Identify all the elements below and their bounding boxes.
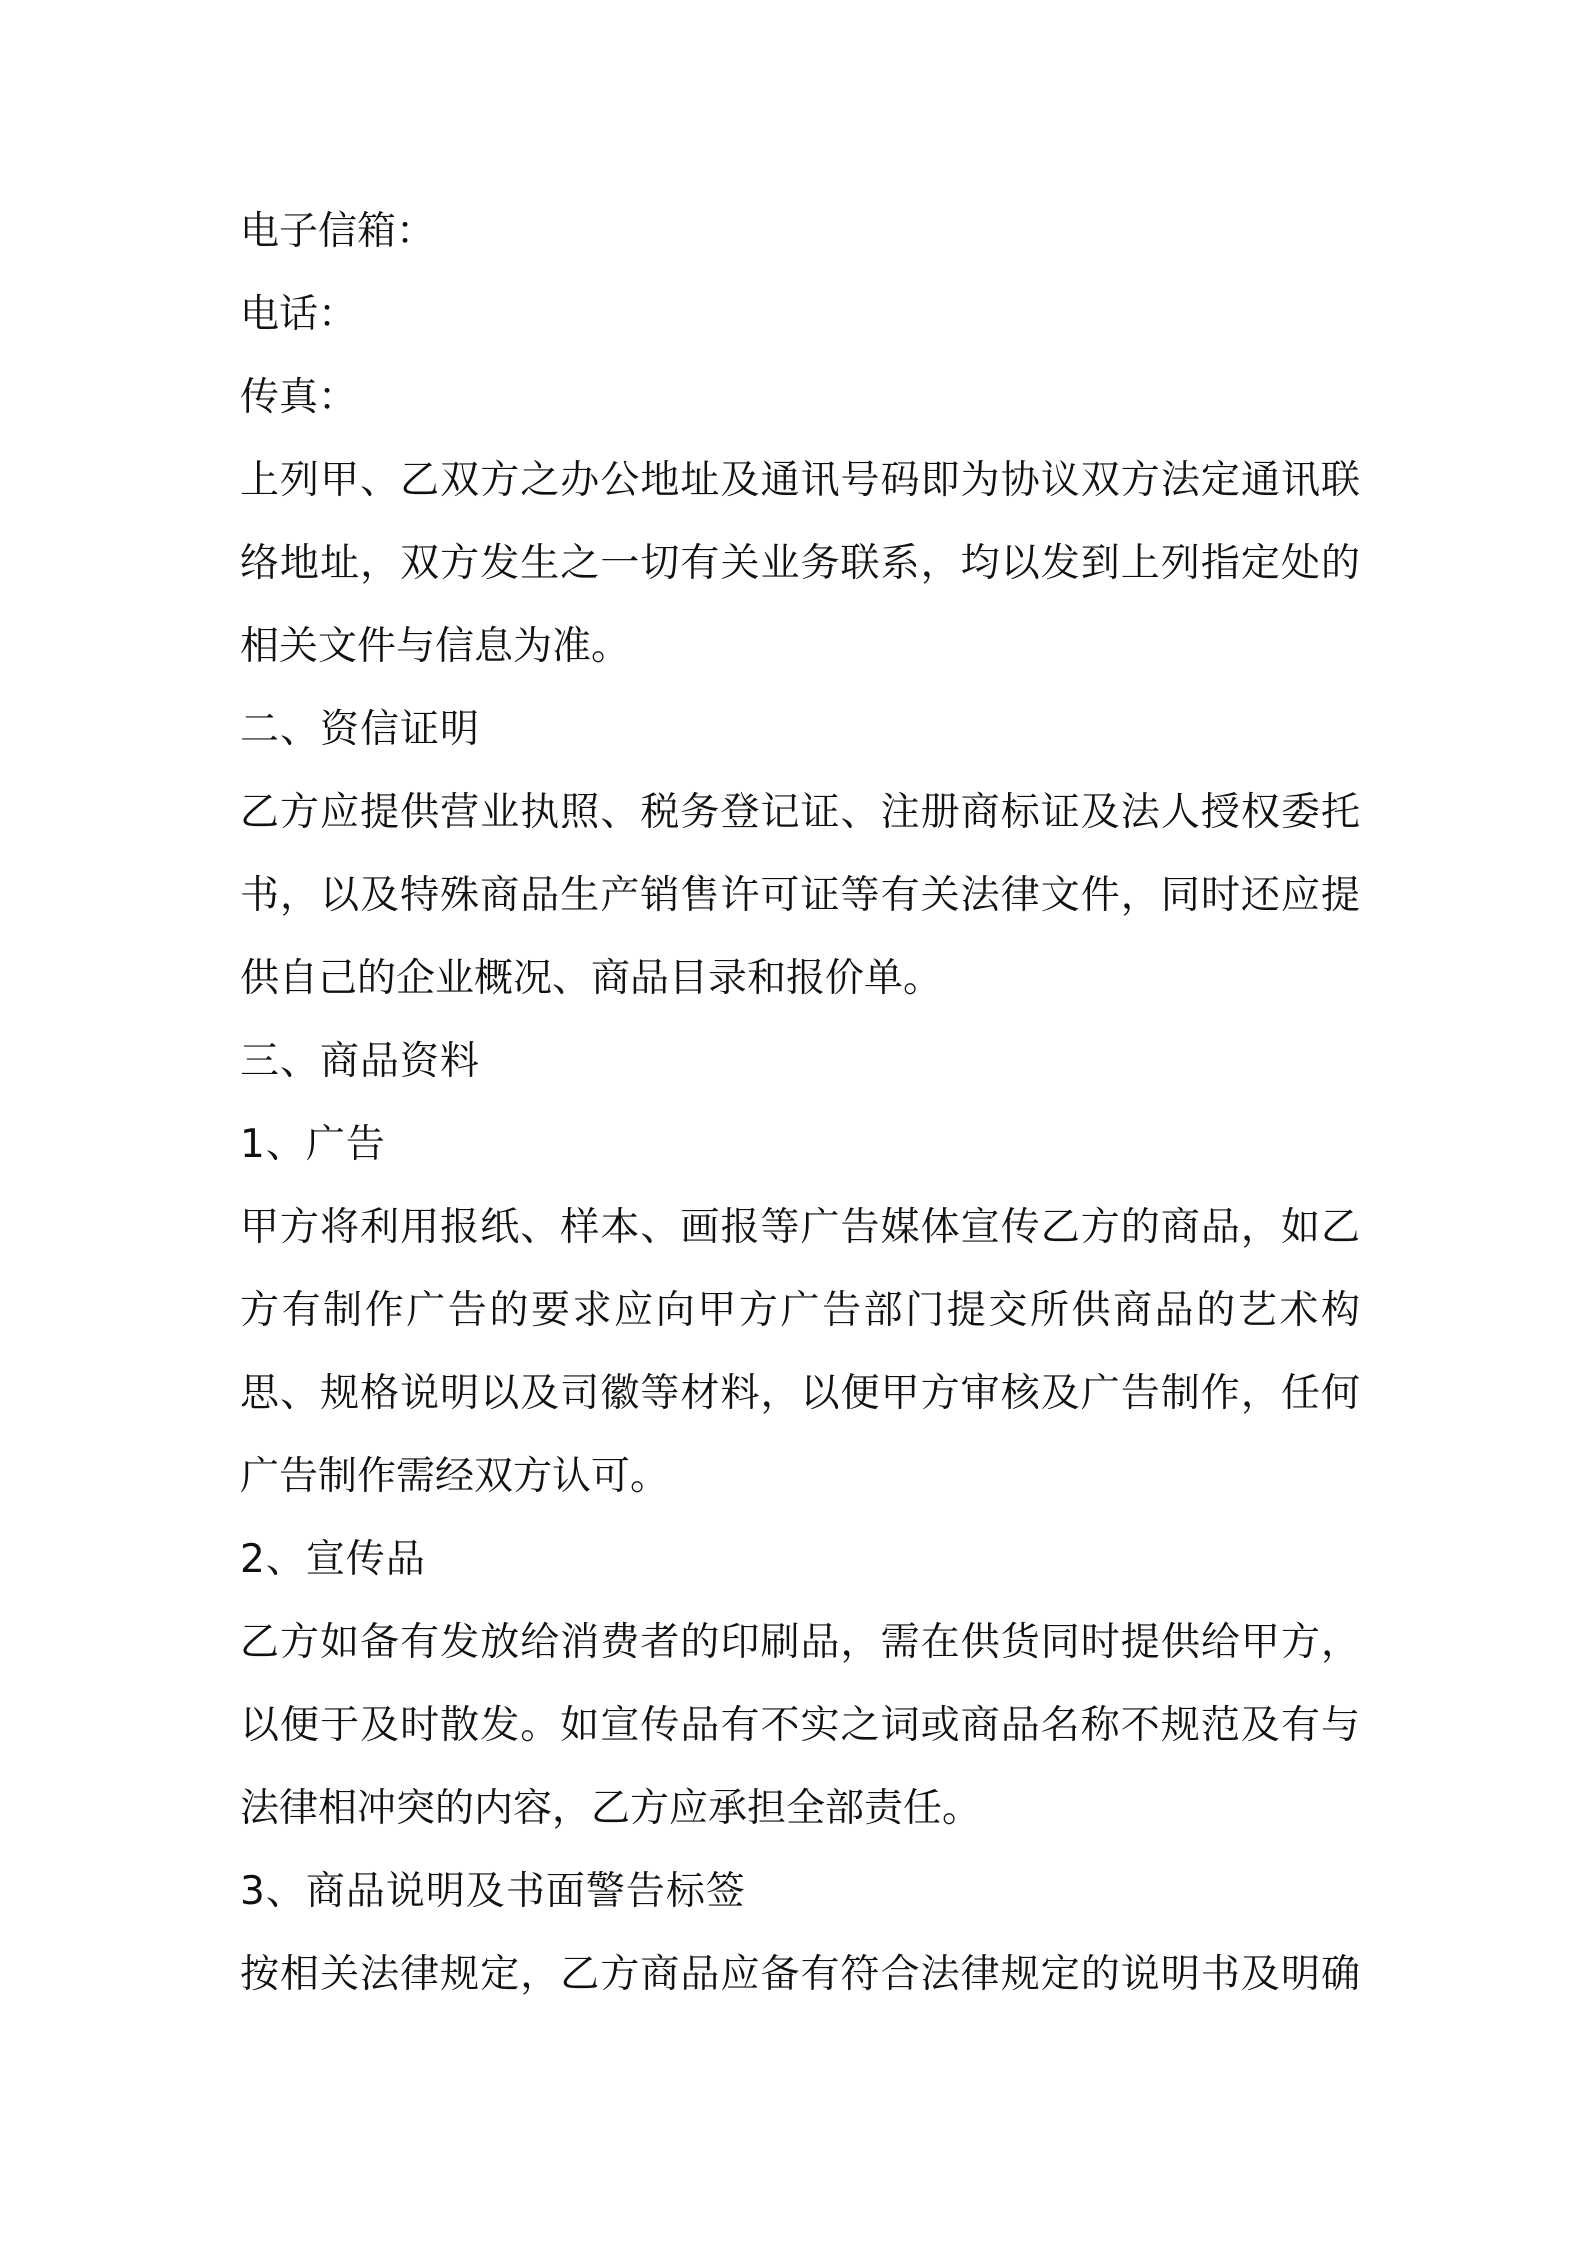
paragraph-line: 书，以及特殊商品生产销售许可证等有关法律文件，同时还应提 xyxy=(240,873,1360,918)
phone-label-line: 电话： xyxy=(240,292,358,337)
paragraph-line: 相关文件与信息为准。 xyxy=(240,624,631,669)
document-body xyxy=(240,190,1360,2016)
paragraph-line: 乙方应提供营业执照、税务登记证、注册商标证及法人授权委托 xyxy=(240,790,1360,835)
paragraph-line: 思、规格说明以及司徽等材料，以便甲方审核及广告制作，任何 xyxy=(240,1371,1360,1416)
subsection-heading: 1、广告 xyxy=(240,1122,386,1167)
paragraph-line: 络地址，双方发生之一切有关业务联系，均以发到上列指定处的 xyxy=(240,541,1360,586)
paragraph-line: 按相关法律规定，乙方商品应备有符合法律规定的说明书及明确 xyxy=(240,1952,1360,1997)
section-heading: 二、资信证明 xyxy=(240,707,481,752)
paragraph-line: 以便于及时散发。如宣传品有不实之词或商品名称不规范及有与 xyxy=(240,1703,1360,1748)
subsection-heading: 3、商品说明及书面警告标签 xyxy=(240,1869,746,1914)
fax-label-line: 传真： xyxy=(240,375,358,420)
paragraph-line: 乙方如备有发放给消费者的印刷品，需在供货同时提供给甲方， xyxy=(240,1620,1360,1665)
paragraph-line: 上列甲、乙双方之办公地址及通讯号码即为协议双方法定通讯联 xyxy=(240,458,1360,503)
paragraph-line: 广告制作需经双方认可。 xyxy=(240,1454,670,1499)
subsection-heading: 2、宣传品 xyxy=(240,1537,426,1582)
paragraph-line: 供自己的企业概况、商品目录和报价单。 xyxy=(240,956,943,1001)
paragraph-line: 方有制作广告的要求应向甲方广告部门提交所供商品的艺术构 xyxy=(240,1288,1360,1333)
paragraph-line: 法律相冲突的内容，乙方应承担全部责任。 xyxy=(240,1786,982,1831)
email-label-line: 电子信箱： xyxy=(240,209,436,254)
section-heading: 三、商品资料 xyxy=(240,1039,481,1084)
paragraph-line: 甲方将利用报纸、样本、画报等广告媒体宣传乙方的商品，如乙 xyxy=(240,1205,1360,1250)
